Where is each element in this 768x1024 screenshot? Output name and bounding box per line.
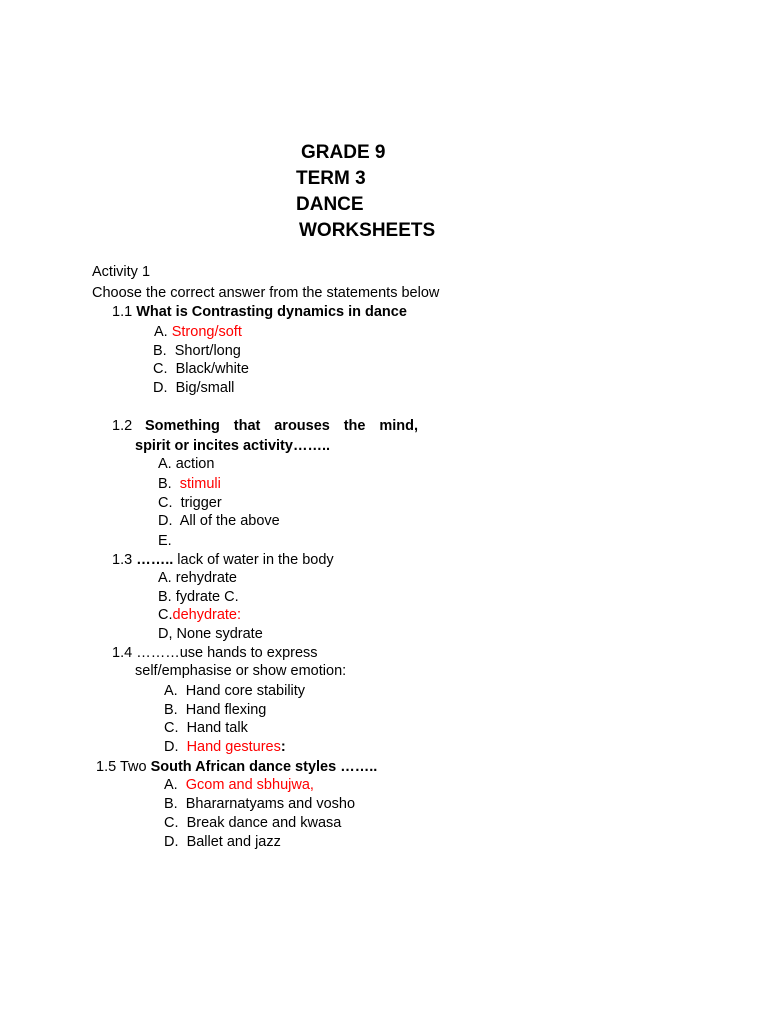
question-text: lack of water in the body [177, 552, 334, 568]
option-1-1-a [154, 323, 242, 341]
option-text: All of the above [179, 513, 280, 529]
option-letter: A. [154, 324, 168, 340]
option-1-3-a [158, 569, 237, 587]
option-letter: B. [158, 589, 172, 605]
question-word: mind, [379, 418, 418, 434]
question-number: 1.3 [112, 552, 133, 568]
title-term: TERM 3 [296, 168, 366, 189]
option-letter: B. [158, 476, 172, 492]
option-1-5-b [164, 795, 355, 813]
option-text: Hand talk [186, 720, 248, 736]
option-text: None sydrate [176, 626, 263, 642]
option-1-4-a [164, 682, 305, 700]
question-1-4-line2: self/emphasise or show emotion: [135, 663, 347, 679]
option-letter: C. [153, 361, 168, 377]
question-word: arouses [274, 418, 330, 434]
option-letter: C. [164, 720, 179, 736]
title-subject: DANCE [296, 194, 364, 215]
option-letter: A. [164, 683, 178, 699]
question-text: South African dance styles …….. [150, 759, 378, 775]
option-letter: D. [164, 834, 179, 850]
question-1-3 [112, 551, 334, 569]
activity-label: Activity 1 [92, 264, 151, 280]
option-letter: A. [158, 456, 172, 472]
option-1-3-b [158, 588, 239, 606]
option-letter: B. [164, 702, 178, 718]
option-1-2-e [158, 532, 172, 550]
question-1-4 [112, 644, 318, 662]
option-letter: E. [158, 533, 172, 549]
option-1-1-b [153, 342, 241, 360]
option-letter: D. [158, 513, 173, 529]
title-grade: GRADE 9 [301, 142, 386, 163]
option-letter: D, [158, 626, 173, 642]
option-text: Big/small [175, 380, 235, 396]
question-1-5 [96, 758, 377, 776]
option-1-2-c [158, 494, 222, 512]
option-text: Black/white [175, 361, 249, 377]
question-text: ………use hands to express [136, 645, 318, 661]
question-1-1 [112, 303, 407, 321]
option-letter: D. [153, 380, 168, 396]
option-text: Hand flexing [185, 702, 267, 718]
option-text: rehydrate [175, 570, 237, 586]
question-1-2-line2: spirit or incites activity…….. [135, 438, 330, 454]
option-1-5-c [164, 814, 341, 832]
option-1-4-c [164, 719, 248, 737]
question-word: that [233, 418, 261, 434]
question-word: the [343, 418, 366, 434]
option-letter: B. [153, 343, 167, 359]
option-1-4-d [164, 738, 286, 756]
question-text: What is Contrasting dynamics in dance [136, 304, 407, 320]
question-number: 1.5 [96, 759, 117, 775]
option-1-5-d [164, 833, 281, 851]
activity-instruction: Choose the correct answer from the statements below [92, 285, 440, 301]
option-letter: C. [164, 815, 179, 831]
option-letter: C. [158, 607, 173, 623]
title-worksheets: WORKSHEETS [299, 220, 436, 241]
question-blank: …….. [136, 552, 174, 568]
option-letter: A. [158, 570, 172, 586]
option-letter: A. [164, 777, 178, 793]
option-text: Bhararnatyams and vosho [185, 796, 356, 812]
question-number: 1.4 [112, 645, 133, 661]
option-text-correct: Gcom and sbhujwa, [185, 777, 314, 793]
option-text: Break dance and kwasa [186, 815, 342, 831]
question-word: Something [145, 418, 220, 434]
question-number: 1.1 [112, 304, 133, 320]
option-1-5-a [164, 776, 314, 794]
option-text-correct: Hand gestures [186, 739, 281, 755]
question-prefix: Two [119, 759, 147, 775]
option-text-correct: Strong/soft [171, 324, 242, 340]
option-letter: C. [158, 495, 173, 511]
option-text: trigger [180, 495, 222, 511]
option-text: Hand core stability [185, 683, 306, 699]
option-1-2-d [158, 512, 280, 530]
question-1-2-line1 [145, 417, 418, 435]
option-1-2-b [158, 475, 221, 493]
option-suffix: : [280, 739, 286, 755]
option-letter: B. [164, 796, 178, 812]
option-1-1-d [153, 379, 234, 397]
option-text-correct: stimuli [179, 476, 221, 492]
option-text: action [175, 456, 215, 472]
option-letter: D. [164, 739, 179, 755]
option-1-3-c [158, 606, 241, 624]
option-1-1-c [153, 360, 249, 378]
option-1-2-a [158, 455, 214, 473]
option-text-correct: dehydrate: [172, 607, 242, 623]
option-1-4-b [164, 701, 266, 719]
option-1-3-d [158, 625, 263, 643]
option-text: Short/long [174, 343, 241, 359]
option-text: fydrate C. [175, 589, 239, 605]
question-1-2-number: 1.2 [112, 418, 133, 434]
option-text: Ballet and jazz [186, 834, 281, 850]
